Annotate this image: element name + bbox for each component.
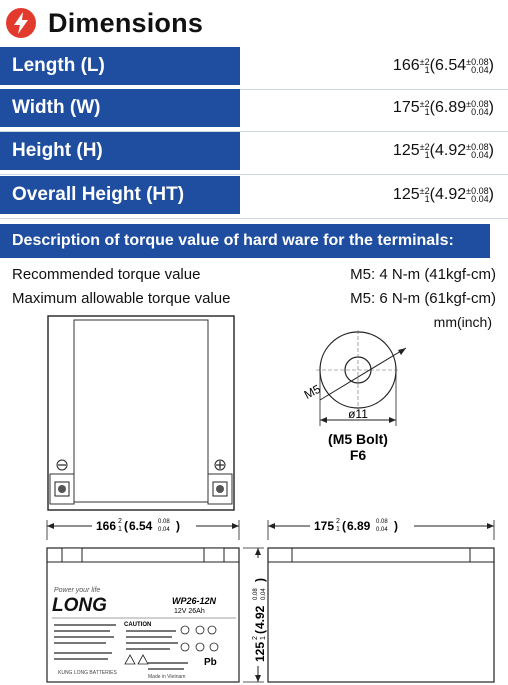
dimension-value: 166 ±2 1 (6.54 ±0.08 0.04 ) [392, 56, 494, 75]
dimension-inch: 6.89 [434, 99, 467, 116]
svg-text:(: ( [124, 519, 128, 533]
svg-text:2: 2 [336, 518, 340, 525]
dimension-value: 125 ±2 1 (4.92 ±0.08 0.04 ) [392, 185, 494, 204]
bolt-size-label: M5 [301, 381, 323, 402]
battery-front-view [40, 512, 270, 685]
dimension-row-width [0, 89, 508, 127]
divider [0, 174, 508, 175]
dimension-inch-tolerance: ±0.08 0.04 [466, 141, 489, 160]
dimension-mm: 125 [392, 142, 420, 159]
dimension-label: Width (W) [0, 89, 240, 127]
dimension-inch-tolerance: ±0.08 0.04 [466, 185, 489, 204]
dimension-value: 125 ±2 1 (4.92 ±0.08 0.04 ) [392, 141, 494, 160]
made-in: Made in Vietnam [148, 674, 186, 680]
dimension-inch: 4.92 [434, 142, 467, 159]
dimension-tolerance: ±2 1 [419, 98, 430, 117]
rating: 12V 26Ah [174, 608, 205, 615]
maker-name: KUNG LONG BATTERIES [58, 670, 117, 676]
bolt-name: (M5 Bolt) [328, 431, 388, 447]
height-dim-inch: 4.92 [253, 605, 267, 629]
svg-text:1: 1 [260, 636, 267, 640]
dimension-value: 175 ±2 1 (6.89 ±0.08 0.04 ) [392, 98, 494, 117]
torque-heading: Description of torque value of hard ware for the terminals: [0, 224, 490, 258]
torque-row-recommended [12, 266, 496, 286]
dimension-tolerance: ±2 1 [419, 141, 430, 160]
torque-label: Maximum allowable torque value [12, 290, 231, 307]
dimension-row-height [0, 132, 508, 170]
page-title: Dimensions [48, 7, 204, 38]
dimension-inch-tolerance: ±0.08 0.04 [466, 56, 489, 75]
dimension-mm: 166 [392, 57, 420, 74]
pb-symbol: Pb [204, 657, 217, 668]
svg-text:): ) [394, 519, 398, 533]
torque-value: M5: 4 N-m (41kgf-cm) [350, 266, 496, 283]
svg-text:2: 2 [118, 518, 122, 525]
tagline: Power your life [54, 587, 101, 594]
page-header [6, 6, 203, 40]
unit-label: mm(inch) [433, 314, 492, 330]
dimension-inch-tolerance: ±0.08 0.04 [466, 98, 489, 117]
dimension-row-overall-height [0, 176, 508, 214]
side-dim-inch: 6.89 [347, 519, 371, 533]
model-number: WP26-12N [172, 596, 217, 606]
svg-text:1: 1 [336, 526, 340, 533]
brand-logo: LONG [52, 595, 107, 616]
torque-row-maximum [12, 290, 496, 310]
dimension-mm: 175 [392, 99, 420, 116]
dimension-mm: 125 [392, 186, 420, 203]
dimension-label: Length (L) [0, 47, 240, 85]
divider [0, 218, 508, 219]
lightning-bolt-icon [6, 8, 36, 38]
svg-text:): ) [253, 578, 267, 582]
dimension-tolerance: ±2 1 [419, 185, 430, 204]
svg-text:): ) [176, 519, 180, 533]
bolt-terminal-diagram [298, 330, 438, 464]
caution-label: CAUTION [124, 622, 152, 628]
bolt-code: F6 [349, 447, 367, 463]
battery-side-view [262, 512, 502, 685]
svg-text:0.04: 0.04 [376, 527, 388, 533]
svg-text:0.08: 0.08 [158, 519, 170, 525]
svg-text:0.04: 0.04 [261, 588, 267, 600]
front-dim-inch: 6.54 [129, 519, 153, 533]
height-dim-mm: 125 [253, 641, 267, 662]
svg-text:2: 2 [252, 636, 259, 640]
svg-text:0.08: 0.08 [253, 588, 259, 600]
dimension-label: Overall Height (HT) [0, 176, 240, 214]
svg-text:1: 1 [118, 526, 122, 533]
torque-value: M5: 6 N-m (61kgf-cm) [350, 290, 496, 307]
dimension-inch: 6.54 [434, 57, 467, 74]
svg-text:(: ( [253, 630, 267, 634]
svg-text:(: ( [342, 519, 346, 533]
dimension-inch: 4.92 [434, 186, 467, 203]
battery-top-view [46, 314, 236, 514]
dimension-tolerance: ±2 1 [419, 56, 430, 75]
side-dim-mm: 175 [314, 519, 335, 533]
svg-text:0.04: 0.04 [158, 527, 170, 533]
torque-label: Recommended torque value [12, 266, 201, 283]
front-dim-mm: 166 [96, 519, 117, 533]
bolt-diameter: ø11 [348, 407, 368, 421]
svg-text:0.08: 0.08 [376, 519, 388, 525]
dimension-label: Height (H) [0, 132, 240, 170]
dimension-row-length [0, 47, 508, 85]
